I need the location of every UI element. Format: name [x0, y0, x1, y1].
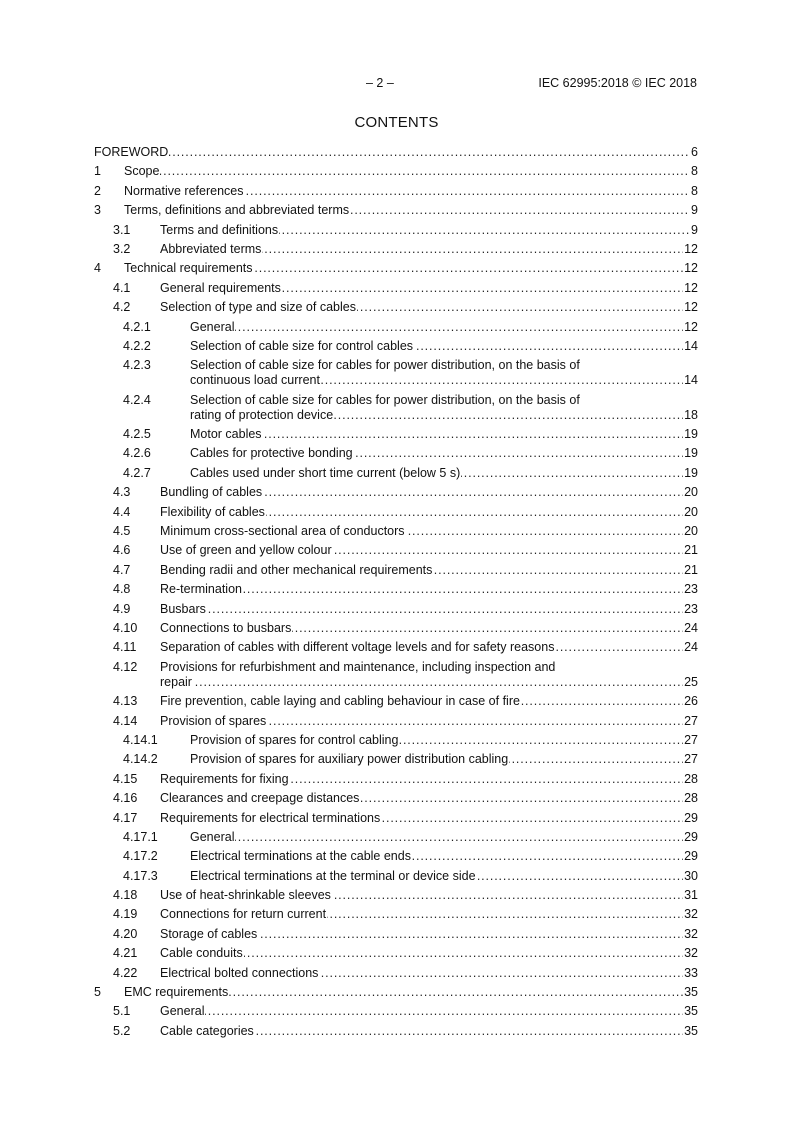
- toc-entry-number: 4.6: [113, 543, 131, 558]
- toc-leader-line: [160, 223, 698, 238]
- toc-entry-number: 4.8: [113, 582, 131, 597]
- toc-entry[interactable]: [94, 830, 698, 849]
- toc-entry-number: 4.13: [113, 694, 138, 709]
- toc-entry-number: 5.1: [113, 1004, 131, 1019]
- toc-entry-page: 24: [684, 640, 698, 655]
- toc-entry-title: Re-termination: [160, 582, 242, 597]
- toc-leader-line: [160, 300, 698, 315]
- toc-entry-number: 2: [94, 183, 101, 198]
- toc-leader-line: [190, 320, 698, 335]
- toc-entry-page: 19: [684, 446, 698, 461]
- toc-entry[interactable]: [94, 752, 698, 771]
- toc-leader-line: [160, 582, 698, 597]
- toc-entry-number: 4.15: [113, 771, 138, 786]
- toc-entry[interactable]: [94, 466, 698, 485]
- toc-entry[interactable]: [94, 184, 698, 203]
- toc-entry[interactable]: [94, 563, 698, 582]
- toc-entry-title: Electrical terminations at the cable ends: [190, 849, 411, 864]
- toc-entry-title: Use of heat-shrinkable sleeves: [160, 888, 331, 903]
- toc-entry-page: 20: [684, 504, 698, 519]
- toc-entry-number: 4.4: [113, 504, 131, 519]
- toc-entry-number: 1: [94, 164, 101, 179]
- toc-leader-line: [94, 145, 698, 160]
- toc-entry-page: 28: [684, 791, 698, 806]
- toc-leader-line: [160, 505, 698, 520]
- toc-entry-number: 4.7: [113, 562, 131, 577]
- toc-entry-title: Provision of spares for auxiliary power distribution cabling: [190, 752, 509, 767]
- toc-entry[interactable]: [94, 733, 698, 752]
- toc-entry-title: Requirements for electrical terminations: [160, 810, 381, 825]
- toc-entry-number: 4.5: [113, 524, 131, 539]
- toc-entry[interactable]: [94, 524, 698, 543]
- toc-leader-line: [190, 373, 698, 388]
- toc-entry-title: Scope: [124, 164, 160, 179]
- toc-leader-line: [160, 524, 698, 539]
- toc-leader-line: [160, 640, 698, 655]
- toc-entry-page: 31: [684, 888, 698, 903]
- toc-entry[interactable]: [94, 849, 698, 868]
- toc-entry-page: 6: [691, 145, 698, 159]
- toc-entry-page: 8: [691, 183, 698, 198]
- toc-entry-number: 5: [94, 985, 101, 1000]
- page-number: – 2 –: [366, 76, 394, 90]
- toc-entry-number: 4.2.2: [123, 338, 151, 353]
- toc-entry-title: Technical requirements: [124, 261, 253, 276]
- toc-entry-number: 4: [94, 261, 101, 276]
- toc-leader-line: [124, 184, 698, 199]
- toc-entry-title: Selection of cable size for control cables: [190, 338, 414, 353]
- toc-entry-page: 12: [684, 300, 698, 315]
- contents-title: CONTENTS: [354, 114, 439, 131]
- toc-entry-page: 32: [684, 907, 698, 922]
- toc-entry-number: 4.3: [113, 485, 131, 500]
- toc-entry-title: Separation of cables with different voltage levels and for safety reasons: [160, 640, 555, 655]
- toc-entry-page: 14: [684, 338, 698, 353]
- toc-entry[interactable]: [94, 1024, 698, 1043]
- toc-entry[interactable]: [94, 927, 698, 946]
- toc-entry-page: 19: [684, 427, 698, 442]
- toc-entry[interactable]: [94, 811, 698, 830]
- toc-entry-number: 4.2.6: [123, 446, 151, 461]
- toc-entry-number: 4.14: [113, 713, 138, 728]
- toc-leader-line: [190, 752, 698, 767]
- toc-entry[interactable]: [94, 223, 698, 242]
- toc-entry-title: Connections for return current: [160, 907, 327, 922]
- toc-entry-title: Normative references: [124, 183, 244, 198]
- toc-entry-title: General: [190, 829, 235, 844]
- toc-entry-title: Provision of spares for control cabling: [190, 732, 399, 747]
- toc-entry[interactable]: [94, 602, 698, 621]
- toc-entry-page: 30: [684, 868, 698, 883]
- toc-leader-line: [160, 966, 698, 981]
- toc-entry-page: 28: [684, 771, 698, 786]
- toc-leader-line: [190, 408, 698, 423]
- toc-entry-title: Cable categories: [160, 1023, 254, 1038]
- toc-entry-title-continued: repair: [160, 674, 192, 689]
- toc-entry-number: 4.18: [113, 888, 138, 903]
- toc-entry-title: Abbreviated terms: [160, 241, 262, 256]
- toc-entry-title: Selection of cable size for cables for power distribution, on the basis of: [190, 358, 580, 373]
- toc-entry-title: Flexibility of cables: [160, 504, 265, 519]
- toc-entry-title: Bending radii and other mechanical requirements: [160, 562, 433, 577]
- toc-entry-title: EMC requirements: [124, 985, 229, 1000]
- toc-entry-number: 4.20: [113, 926, 138, 941]
- toc-entry-page: 12: [684, 261, 698, 276]
- toc-entry[interactable]: [94, 946, 698, 965]
- toc-entry-page: 35: [684, 985, 698, 1000]
- toc-entry-page: 23: [684, 582, 698, 597]
- toc-entry-number: 4.17.1: [123, 829, 158, 844]
- toc-entry-title: Motor cables: [190, 427, 262, 442]
- toc-entry-page: 29: [684, 849, 698, 864]
- toc-entry-number: 4.2.1: [123, 319, 151, 334]
- toc-entry[interactable]: [94, 907, 698, 926]
- toc-entry-page: 12: [684, 241, 698, 256]
- toc-entry-number: 3.2: [113, 241, 131, 256]
- toc-entry-title: General: [190, 319, 235, 334]
- toc-entry[interactable]: [94, 320, 698, 339]
- toc-entry-page: 27: [684, 732, 698, 747]
- toc-leader-line: [124, 985, 698, 1000]
- toc-entry[interactable]: [94, 485, 698, 504]
- toc-entry-number: 4.19: [113, 907, 138, 922]
- toc-entry-number: 4.10: [113, 620, 138, 635]
- toc-entry-title: Minimum cross-sectional area of conductors: [160, 524, 405, 539]
- toc-leader-line: [190, 466, 698, 481]
- toc-entry[interactable]: [94, 446, 698, 465]
- toc-entry[interactable]: [94, 164, 698, 183]
- toc-entry-title: Bundling of cables: [160, 485, 263, 500]
- standard-identifier: IEC 62995:2018 © IEC 2018: [538, 76, 697, 90]
- toc-entry-page: 27: [684, 713, 698, 728]
- toc-entry[interactable]: [94, 985, 698, 1004]
- toc-leader-line: [124, 203, 698, 218]
- toc-entry-page: 32: [684, 926, 698, 941]
- toc-leader-line: [190, 427, 698, 442]
- toc-leader-line: [124, 261, 698, 276]
- toc-leader-line: [160, 675, 698, 690]
- toc-entry-page: 25: [684, 674, 698, 689]
- toc-entry-number: FOREWORD: [94, 145, 169, 159]
- toc-entry-title: Terms, definitions and abbreviated terms: [124, 203, 350, 218]
- toc-entry[interactable]: [94, 772, 698, 791]
- toc-entry-title: Busbars: [160, 601, 206, 616]
- toc-leader-line: [190, 849, 698, 864]
- toc-entry-title: Use of green and yellow colour: [160, 543, 332, 558]
- toc-leader-line: [190, 830, 698, 845]
- toc-entry-number: 4.14.2: [123, 752, 158, 767]
- toc-entry-page: 9: [691, 222, 698, 237]
- toc-entry-number: 4.12: [113, 659, 138, 674]
- toc-leader-line: [160, 694, 698, 709]
- toc-leader-line: [160, 714, 698, 729]
- toc-entry-title: General requirements: [160, 280, 281, 295]
- toc-leader-line: [124, 164, 698, 179]
- toc-entry-number: 4.17: [113, 810, 138, 825]
- toc-leader-line: [160, 888, 698, 903]
- toc-entry-page: 21: [684, 562, 698, 577]
- toc-entry[interactable]: [94, 966, 698, 985]
- toc-entry-page: 8: [691, 164, 698, 179]
- toc-leader-line: [160, 907, 698, 922]
- toc-leader-line: [190, 733, 698, 748]
- toc-entry-number: 4.2.7: [123, 465, 151, 480]
- toc-entry[interactable]: [94, 582, 698, 601]
- toc-leader-line: [160, 791, 698, 806]
- toc-entry[interactable]: [94, 393, 698, 427]
- toc-entry-title: Cable conduits: [160, 946, 243, 961]
- toc-entry[interactable]: [94, 791, 698, 810]
- toc-entry[interactable]: [94, 640, 698, 659]
- toc-entry[interactable]: [94, 427, 698, 446]
- toc-entry-number: 4.17.3: [123, 868, 158, 883]
- toc-entry-number: 4.16: [113, 791, 138, 806]
- toc-entry-page: 29: [684, 810, 698, 825]
- toc-entry[interactable]: [94, 358, 698, 392]
- toc-entry-page: 12: [684, 280, 698, 295]
- toc-leader-line: [160, 811, 698, 826]
- toc-leader-line: [160, 946, 698, 961]
- toc-entry-page: 24: [684, 620, 698, 635]
- toc-leader-line: [190, 869, 698, 884]
- toc-entry-number: 4.9: [113, 601, 131, 616]
- toc-leader-line: [190, 446, 698, 461]
- toc-entry-title: Cables used under short time current (below 5 s): [190, 465, 461, 480]
- toc-leader-line: [160, 543, 698, 558]
- toc-entry[interactable]: [94, 660, 698, 694]
- toc-leader-line: [160, 281, 698, 296]
- toc-entry-page: 26: [684, 694, 698, 709]
- toc-entry-title: Selection of type and size of cables: [160, 300, 356, 315]
- toc-leader-line: [160, 563, 698, 578]
- toc-entry-number: 4.21: [113, 946, 138, 961]
- toc-entry-page: 20: [684, 524, 698, 539]
- page-header: [0, 76, 793, 94]
- toc-entry-title: Cables for protective bonding: [190, 446, 353, 461]
- toc-entry-page: 29: [684, 829, 698, 844]
- toc-entry[interactable]: [94, 888, 698, 907]
- toc-entry[interactable]: [94, 242, 698, 261]
- toc-entry-page: 21: [684, 543, 698, 558]
- toc-entry-title: Provision of spares: [160, 713, 267, 728]
- toc-entry[interactable]: [94, 543, 698, 562]
- toc-entry[interactable]: [94, 505, 698, 524]
- toc-entry-number: 4.17.2: [123, 849, 158, 864]
- toc-leader-line: [160, 772, 698, 787]
- toc-entry-title: General: [160, 1004, 205, 1019]
- toc-entry-page: 23: [684, 601, 698, 616]
- toc-leader-line: [160, 242, 698, 257]
- toc-entry-number: 4.11: [113, 640, 137, 655]
- toc-entry[interactable]: [94, 339, 698, 358]
- toc-entry-number: 3: [94, 203, 101, 218]
- toc-entry-number: 4.2: [113, 300, 131, 315]
- toc-entry-title: Storage of cables: [160, 926, 258, 941]
- toc-entry[interactable]: [94, 869, 698, 888]
- toc-entry-number: 5.2: [113, 1023, 131, 1038]
- toc-leader-line: [160, 602, 698, 617]
- toc-entry[interactable]: [94, 714, 698, 733]
- toc-entry-page: 35: [684, 1023, 698, 1038]
- toc-entry-title: Terms and definitions: [160, 222, 279, 237]
- toc-leader-line: [190, 339, 698, 354]
- toc-entry-page: 12: [684, 319, 698, 334]
- toc-entry-number: 4.2.4: [123, 392, 151, 407]
- toc-entry[interactable]: [94, 145, 698, 164]
- toc-leader-line: [160, 1024, 698, 1039]
- toc-entry-number: 4.2.5: [123, 427, 151, 442]
- toc-entry[interactable]: [94, 203, 698, 222]
- toc-entry-title: Connections to busbars: [160, 620, 292, 635]
- toc-entry-title-continued: continuous load current: [190, 373, 320, 388]
- toc-entry-page: 18: [684, 407, 698, 422]
- toc-leader-line: [160, 927, 698, 942]
- toc-entry-title: Electrical terminations at the terminal or device side: [190, 868, 476, 883]
- toc-entry-title: Fire prevention, cable laying and cabling behaviour in case of fire: [160, 694, 520, 709]
- toc-entry-page: 33: [684, 965, 698, 980]
- toc-entry-number: 4.14.1: [123, 732, 158, 747]
- toc-entry-title: Clearances and creepage distances: [160, 791, 360, 806]
- toc-entry-number: 4.2.3: [123, 358, 151, 373]
- toc-entry[interactable]: [94, 1004, 698, 1023]
- toc-entry-page: 9: [691, 203, 698, 218]
- toc-entry-number: 4.22: [113, 965, 138, 980]
- toc-entry-page: 32: [684, 946, 698, 961]
- toc-entry-title-continued: rating of protection device: [190, 407, 334, 422]
- toc-leader-line: [160, 621, 698, 636]
- toc-entry[interactable]: [94, 621, 698, 640]
- toc-entry-page: 14: [684, 373, 698, 388]
- toc-entry[interactable]: [94, 261, 698, 280]
- toc-entry-title: Provisions for refurbishment and maintenance, including inspection and: [160, 659, 556, 674]
- toc-entry[interactable]: [94, 281, 698, 300]
- toc-entry-number: 4.1: [113, 280, 131, 295]
- toc-entry-page: 19: [684, 465, 698, 480]
- toc-entry-page: 35: [684, 1004, 698, 1019]
- toc-entry-page: 20: [684, 485, 698, 500]
- toc-entry-page: 27: [684, 752, 698, 767]
- table-of-contents: [94, 145, 698, 1043]
- toc-leader-line: [160, 1004, 698, 1019]
- toc-leader-line: [160, 485, 698, 500]
- toc-entry-number: 3.1: [113, 222, 131, 237]
- toc-entry-title: Electrical bolted connections: [160, 965, 319, 980]
- toc-entry[interactable]: [94, 694, 698, 713]
- toc-entry[interactable]: [94, 300, 698, 319]
- toc-entry-title: Selection of cable size for cables for power distribution, on the basis of: [190, 392, 580, 407]
- toc-entry-title: Requirements for fixing: [160, 771, 289, 786]
